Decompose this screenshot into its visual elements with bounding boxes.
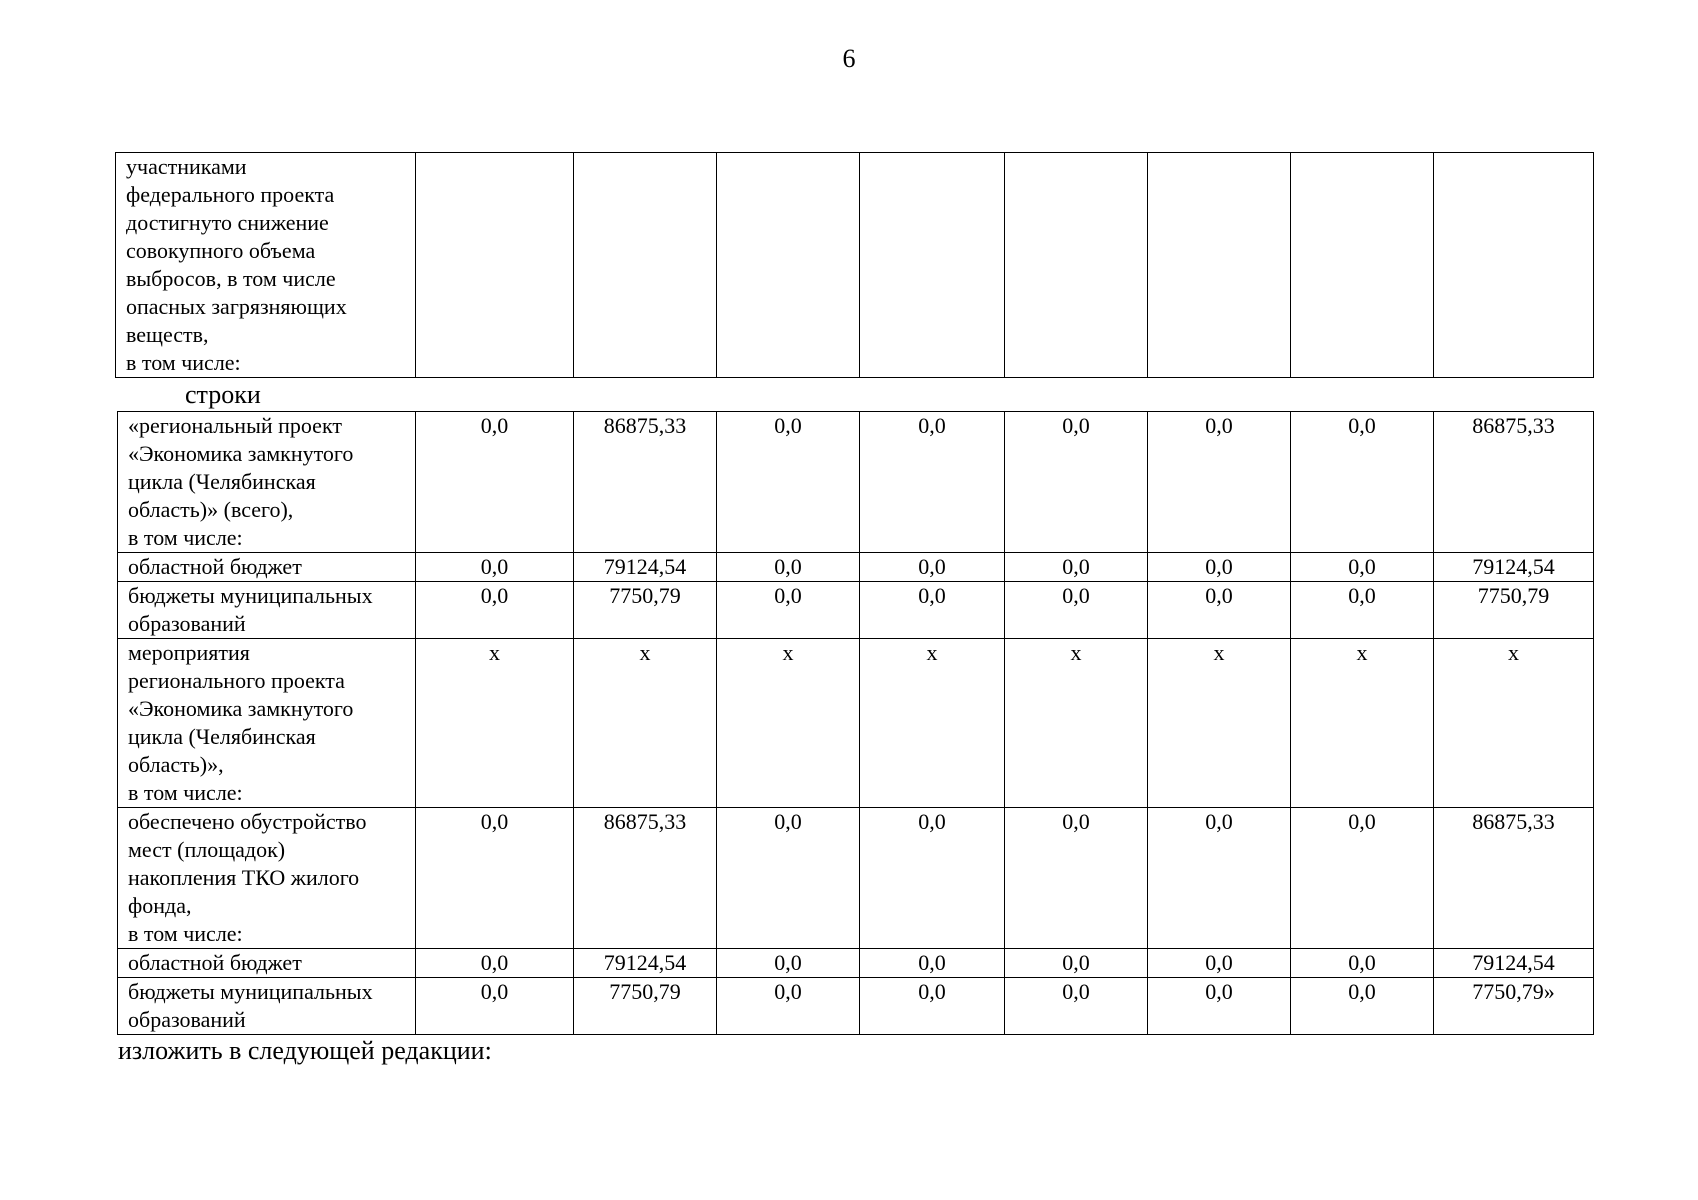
value-cell: 0,0: [1291, 978, 1434, 1035]
value-cell: 0,0: [717, 412, 860, 553]
empty-cell: [574, 153, 717, 378]
value-cell: x: [860, 639, 1005, 808]
value-cell: 0,0: [1005, 553, 1148, 582]
value-cell: 0,0: [717, 949, 860, 978]
value-cell: 0,0: [1005, 949, 1148, 978]
row-label: мероприятия регионального проекта «Экономика замкнутого цикла (Челябинская область)», в том числе:: [118, 639, 416, 808]
value-cell: 0,0: [1005, 582, 1148, 639]
value-cell: x: [1005, 639, 1148, 808]
budget-table: [117, 411, 1594, 1035]
table-row: [118, 949, 1594, 978]
value-cell: 0,0: [717, 553, 860, 582]
value-cell: 79124,54: [574, 949, 717, 978]
value-cell: 0,0: [860, 949, 1005, 978]
value-cell: 86875,33: [574, 412, 717, 553]
value-cell: 0,0: [860, 978, 1005, 1035]
table-row: [118, 582, 1594, 639]
value-cell: 79124,54: [1434, 553, 1594, 582]
value-cell: 0,0: [1005, 412, 1148, 553]
row-label: областной бюджет: [118, 949, 416, 978]
value-cell: 7750,79: [574, 978, 717, 1035]
empty-cell: [1434, 153, 1594, 378]
value-cell: 0,0: [1148, 808, 1291, 949]
table-row: [118, 639, 1594, 808]
value-cell: 79124,54: [574, 553, 717, 582]
row-label: бюджеты муниципальных образований: [118, 978, 416, 1035]
page-number: 6: [842, 44, 856, 73]
row-label: обеспечено обустройство мест (площадок) накопления ТКО жилого фонда, в том числе:: [118, 808, 416, 949]
value-cell: 0,0: [416, 808, 574, 949]
caption-stroki: строки: [185, 380, 261, 409]
table-row: [118, 978, 1594, 1035]
value-cell: 0,0: [1291, 582, 1434, 639]
value-cell: 79124,54: [1434, 949, 1594, 978]
value-cell: 0,0: [416, 949, 574, 978]
row-label: областной бюджет: [118, 553, 416, 582]
value-cell: 0,0: [416, 412, 574, 553]
value-cell: x: [574, 639, 717, 808]
value-cell: 0,0: [1148, 553, 1291, 582]
empty-cell: [1148, 153, 1291, 378]
top-table-fragment: [115, 152, 1594, 378]
empty-cell: [1291, 153, 1434, 378]
value-cell: 0,0: [1005, 808, 1148, 949]
value-cell: 0,0: [1148, 412, 1291, 553]
row-label: бюджеты муниципальных образований: [118, 582, 416, 639]
value-cell: 86875,33: [574, 808, 717, 949]
value-cell: x: [1434, 639, 1594, 808]
value-cell: 0,0: [1291, 949, 1434, 978]
value-cell: 0,0: [1291, 553, 1434, 582]
empty-cell: [717, 153, 860, 378]
value-cell: 7750,79»: [1434, 978, 1594, 1035]
top-table-label: участниками федерального проекта достигнуто снижение совокупного объема выбросов, в том числе опасных загрязняющих веществ, в том числе:: [116, 153, 416, 378]
value-cell: 7750,79: [1434, 582, 1594, 639]
row-label: «региональный проект «Экономика замкнутого цикла (Челябинская область)» (всего), в том числе:: [118, 412, 416, 553]
value-cell: 0,0: [1148, 978, 1291, 1035]
value-cell: 0,0: [860, 582, 1005, 639]
value-cell: 0,0: [416, 582, 574, 639]
value-cell: 7750,79: [574, 582, 717, 639]
value-cell: 0,0: [860, 808, 1005, 949]
empty-cell: [1005, 153, 1148, 378]
value-cell: x: [416, 639, 574, 808]
value-cell: 86875,33: [1434, 412, 1594, 553]
value-cell: 0,0: [717, 582, 860, 639]
caption-footer: изложить в следующей редакции:: [118, 1036, 492, 1065]
value-cell: 0,0: [1291, 412, 1434, 553]
value-cell: 0,0: [860, 553, 1005, 582]
empty-cell: [416, 153, 574, 378]
value-cell: 0,0: [860, 412, 1005, 553]
top-table-row: [116, 153, 1594, 378]
empty-cell: [860, 153, 1005, 378]
table-row: [118, 808, 1594, 949]
value-cell: 0,0: [1291, 808, 1434, 949]
table-row: [118, 553, 1594, 582]
value-cell: 0,0: [1148, 582, 1291, 639]
value-cell: 86875,33: [1434, 808, 1594, 949]
value-cell: 0,0: [1005, 978, 1148, 1035]
value-cell: 0,0: [717, 808, 860, 949]
value-cell: x: [1291, 639, 1434, 808]
value-cell: 0,0: [1148, 949, 1291, 978]
table-row: [118, 412, 1594, 553]
value-cell: x: [1148, 639, 1291, 808]
value-cell: 0,0: [416, 553, 574, 582]
value-cell: 0,0: [416, 978, 574, 1035]
value-cell: 0,0: [717, 978, 860, 1035]
value-cell: x: [717, 639, 860, 808]
